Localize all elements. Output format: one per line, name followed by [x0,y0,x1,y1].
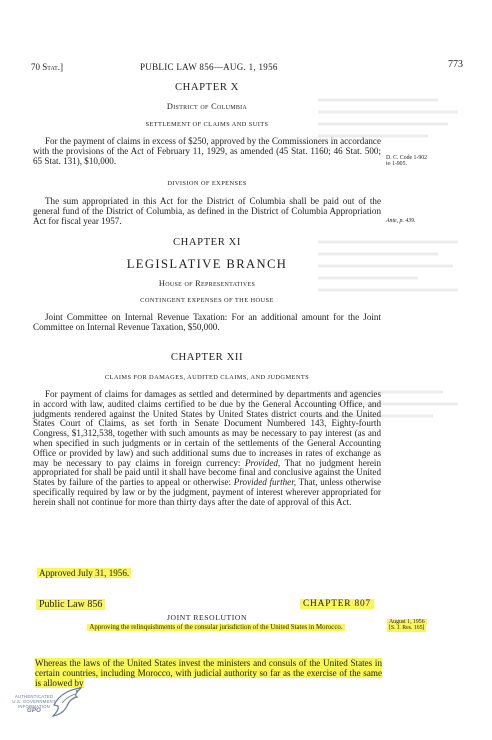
chapter-x-para1: For the payment of claims in excess of $250, approved by the Commissioners in accordance with the provisions of the Act of February 11, 1929, as amended (45 Stat. 1160; 46 Stat. 500; 65 Stat. 131), $10,000. [33,136,381,166]
chapter-x-subheading: SETTLEMENT OF CLAIMS AND SUITS [145,121,269,128]
chapter-xi-subheading2: CONTINGENT EXPENSES OF THE HOUSE [140,297,274,304]
seal-line: AUTHENTICATED [14,694,54,699]
resolution-purpose [58,624,374,632]
whereas-text: Whereas the laws of the United States invest the ministers and consuls of the United States in certain countries, including Morocco, with judicial authority so far as the exercise of the same is allowed by [35,658,382,688]
seal-line: GPO [27,708,41,714]
gpo-authenticated-seal [12,685,86,729]
chapter-xii-para [33,390,381,508]
chapter-xii-subheading: CLAIMS FOR DAMAGES, AUDITED CLAIMS, AND JUDGMENTS [104,374,310,381]
margin-date-block [387,619,473,632]
proviso-label: Provided, [244,457,281,468]
chapter-xi-para: Joint Committee on Internal Revenue Taxation: For an additional amount for the Joint Committee on Internal Revenue Taxation, $50,000. [33,312,381,332]
chapter-xi-title: CHAPTER XI [172,237,242,248]
page-number: 773 [448,59,463,70]
margin-date: August 1, 1956 [389,619,425,625]
chapter-xi-heading: LEGISLATIVE BRANCH [126,257,288,271]
seal-line: U.S. GOVERNMENT [12,699,56,704]
chapter-xi-subheading: House of Representatives [158,279,256,288]
chapter-x-subheading2: DIVISION OF EXPENSES [167,180,247,187]
chapter-x-title: CHAPTER X [175,82,239,93]
approved-date: Approved July 31, 1956. [39,568,130,578]
margin-note-ante: Ante, p. 439. [386,218,416,224]
margin-note-line: to 1-905. [386,161,407,168]
running-head-center: PUBLIC LAW 856—AUG. 1, 1956 [140,62,278,72]
seal-line: INFORMATION [18,704,50,709]
margin-ref: [S. J. Res. 165] [389,625,425,632]
eagle-icon [50,685,84,719]
margin-note-dc-code [386,155,466,168]
chapter-807: CHAPTER 807 [300,599,374,609]
chapter-xii-title: CHAPTER XII [170,352,244,363]
approved-line [37,569,131,579]
chapter-xii-main-text: For payment of claims for damages as settled and determined by departments and agencies in accord with law, audited claims certified to be due by the General Accounting Office, and judgments rendered against the United States by United States district courts and the United States Court of Claims, as set forth in Senate Document Numbered 143, Eighty-fourth Congress, $1,312,538, together with such amounts as may be necessary to pay interest (as and when specified in such judgments or in certain of the settlements of the General Accounting Office or provided by law) and such additional sums due to increases in rates of exchange as may be necessary to pay claims in foreign currency: [33,389,381,468]
proviso-further-text: That, unless otherwise specifically required by law or by the judgment, payment of interest wherever appropriated for herein shall not continue for more than thirty days after the date of approval of this Act. [33,477,382,507]
proviso-further-label: Provided further, [233,477,297,488]
chapter-x-para2: The sum appropriated in this Act for the District of Columbia shall be paid out of the general fund of the District of Columbia, as defined in the District of Columbia Appropriation Act for fiscal year 1957. [33,196,381,226]
running-head-left: 70 Stat.] [31,62,64,72]
resolution-purpose-text: Approving the relinquishments of the consular jurisdiction of the United States in Morocco. [89,624,343,631]
joint-resolution-label: JOINT RESOLUTION [166,613,248,622]
public-law-number: Public Law 856 [36,599,105,610]
proviso-text: That no judgment herein appropriated for shall be paid until it shall have become final and conclusive against the United States by failure of the parties to appeal or otherwise: [33,457,382,488]
chapter-x-heading: District of Columbia [166,102,248,111]
margin-note-line: D. C. Code 1-902 [386,155,428,161]
whereas-clause [35,659,382,688]
